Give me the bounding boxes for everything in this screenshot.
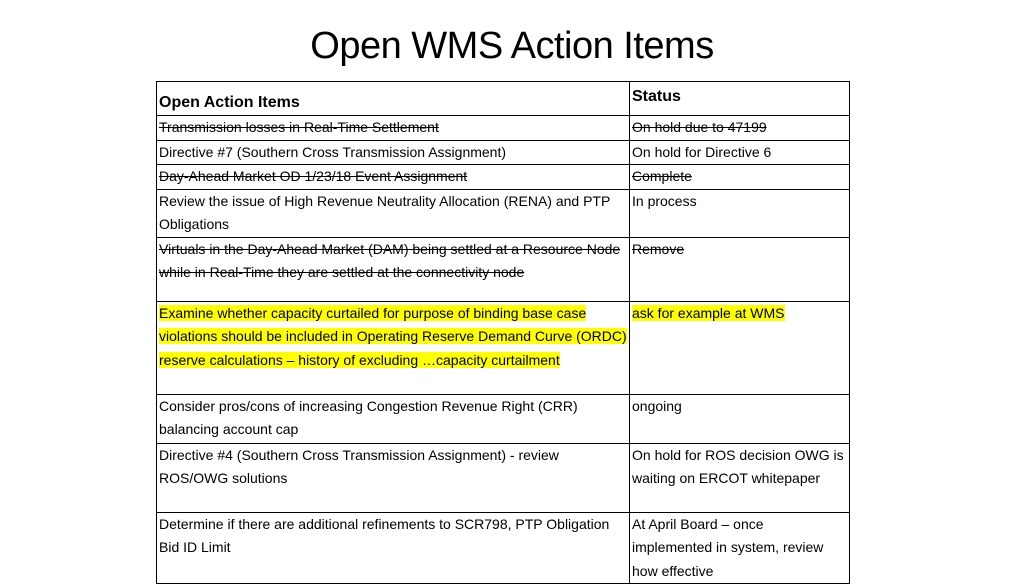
action-items-table bbox=[156, 81, 850, 584]
highlighted-status-text: ask for example at WMS bbox=[632, 304, 785, 321]
status-text: ongoing bbox=[632, 397, 682, 414]
action-item-text: Virtuals in the Day-Ahead Market (DAM) being settled at a Resource Node while in Real-Time they are settled at the connectivity node bbox=[159, 240, 621, 280]
table-row bbox=[157, 140, 850, 165]
action-item-cell bbox=[157, 165, 630, 190]
slide-title: Open WMS Action Items bbox=[310, 25, 714, 67]
action-item-text: Directive #7 (Southern Cross Transmission Assignment) bbox=[159, 143, 507, 160]
header-status: Status bbox=[630, 82, 850, 116]
table-row bbox=[157, 512, 850, 584]
action-item-text: Transmission losses in Real-Time Settlement bbox=[159, 119, 439, 135]
status-text: At April Board – once implemented in system, review how effective bbox=[632, 515, 824, 579]
table-row bbox=[157, 394, 850, 443]
action-item-cell bbox=[157, 237, 630, 301]
header-open-action-items: Open Action Items bbox=[157, 82, 630, 116]
action-item-cell bbox=[157, 394, 630, 443]
status-cell bbox=[630, 512, 850, 584]
status-text: Remove bbox=[632, 240, 685, 257]
status-cell bbox=[630, 116, 850, 141]
table-row bbox=[157, 301, 850, 394]
table-row bbox=[157, 165, 850, 190]
action-item-cell bbox=[157, 301, 630, 394]
action-item-text: Consider pros/cons of increasing Congestion Revenue Right (CRR) balancing account cap bbox=[159, 397, 578, 437]
action-item-cell bbox=[157, 189, 630, 237]
table-row bbox=[157, 189, 850, 237]
status-text: In process bbox=[632, 192, 697, 209]
status-cell bbox=[630, 165, 850, 190]
action-item-text: Review the issue of High Revenue Neutrality Allocation (RENA) and PTP Obligations bbox=[159, 192, 611, 232]
action-item-cell bbox=[157, 116, 630, 141]
status-text: Complete bbox=[632, 168, 692, 184]
status-cell bbox=[630, 189, 850, 237]
status-cell bbox=[630, 394, 850, 443]
table-row bbox=[157, 237, 850, 301]
status-text: On hold for ROS decision OWG is waiting on ERCOT whitepaper bbox=[632, 446, 844, 486]
action-item-cell bbox=[157, 443, 630, 512]
status-cell bbox=[630, 301, 850, 394]
highlighted-action-item-text: Examine whether capacity curtailed for purpose of binding base case violations should be included in Operating Reserve Demand Curve (ORDC) reserve calculations – history of excluding …capacity curtailment bbox=[159, 304, 627, 368]
table-header-row bbox=[157, 82, 850, 116]
table-row bbox=[157, 116, 850, 141]
status-text: On hold due to 47199 bbox=[632, 119, 767, 135]
action-item-text: Directive #4 (Southern Cross Transmission Assignment) - review ROS/OWG solutions bbox=[159, 446, 559, 486]
action-item-text: Day-Ahead Market OD 1/23/18 Event Assignment bbox=[159, 168, 468, 184]
status-cell bbox=[630, 237, 850, 301]
action-item-cell bbox=[157, 512, 630, 584]
action-item-cell bbox=[157, 140, 630, 165]
status-cell bbox=[630, 443, 850, 512]
status-text: On hold for Directive 6 bbox=[632, 143, 772, 160]
status-cell bbox=[630, 140, 850, 165]
table-row bbox=[157, 443, 850, 512]
action-item-text: Determine if there are additional refinements to SCR798, PTP Obligation Bid ID Limit bbox=[159, 515, 610, 555]
